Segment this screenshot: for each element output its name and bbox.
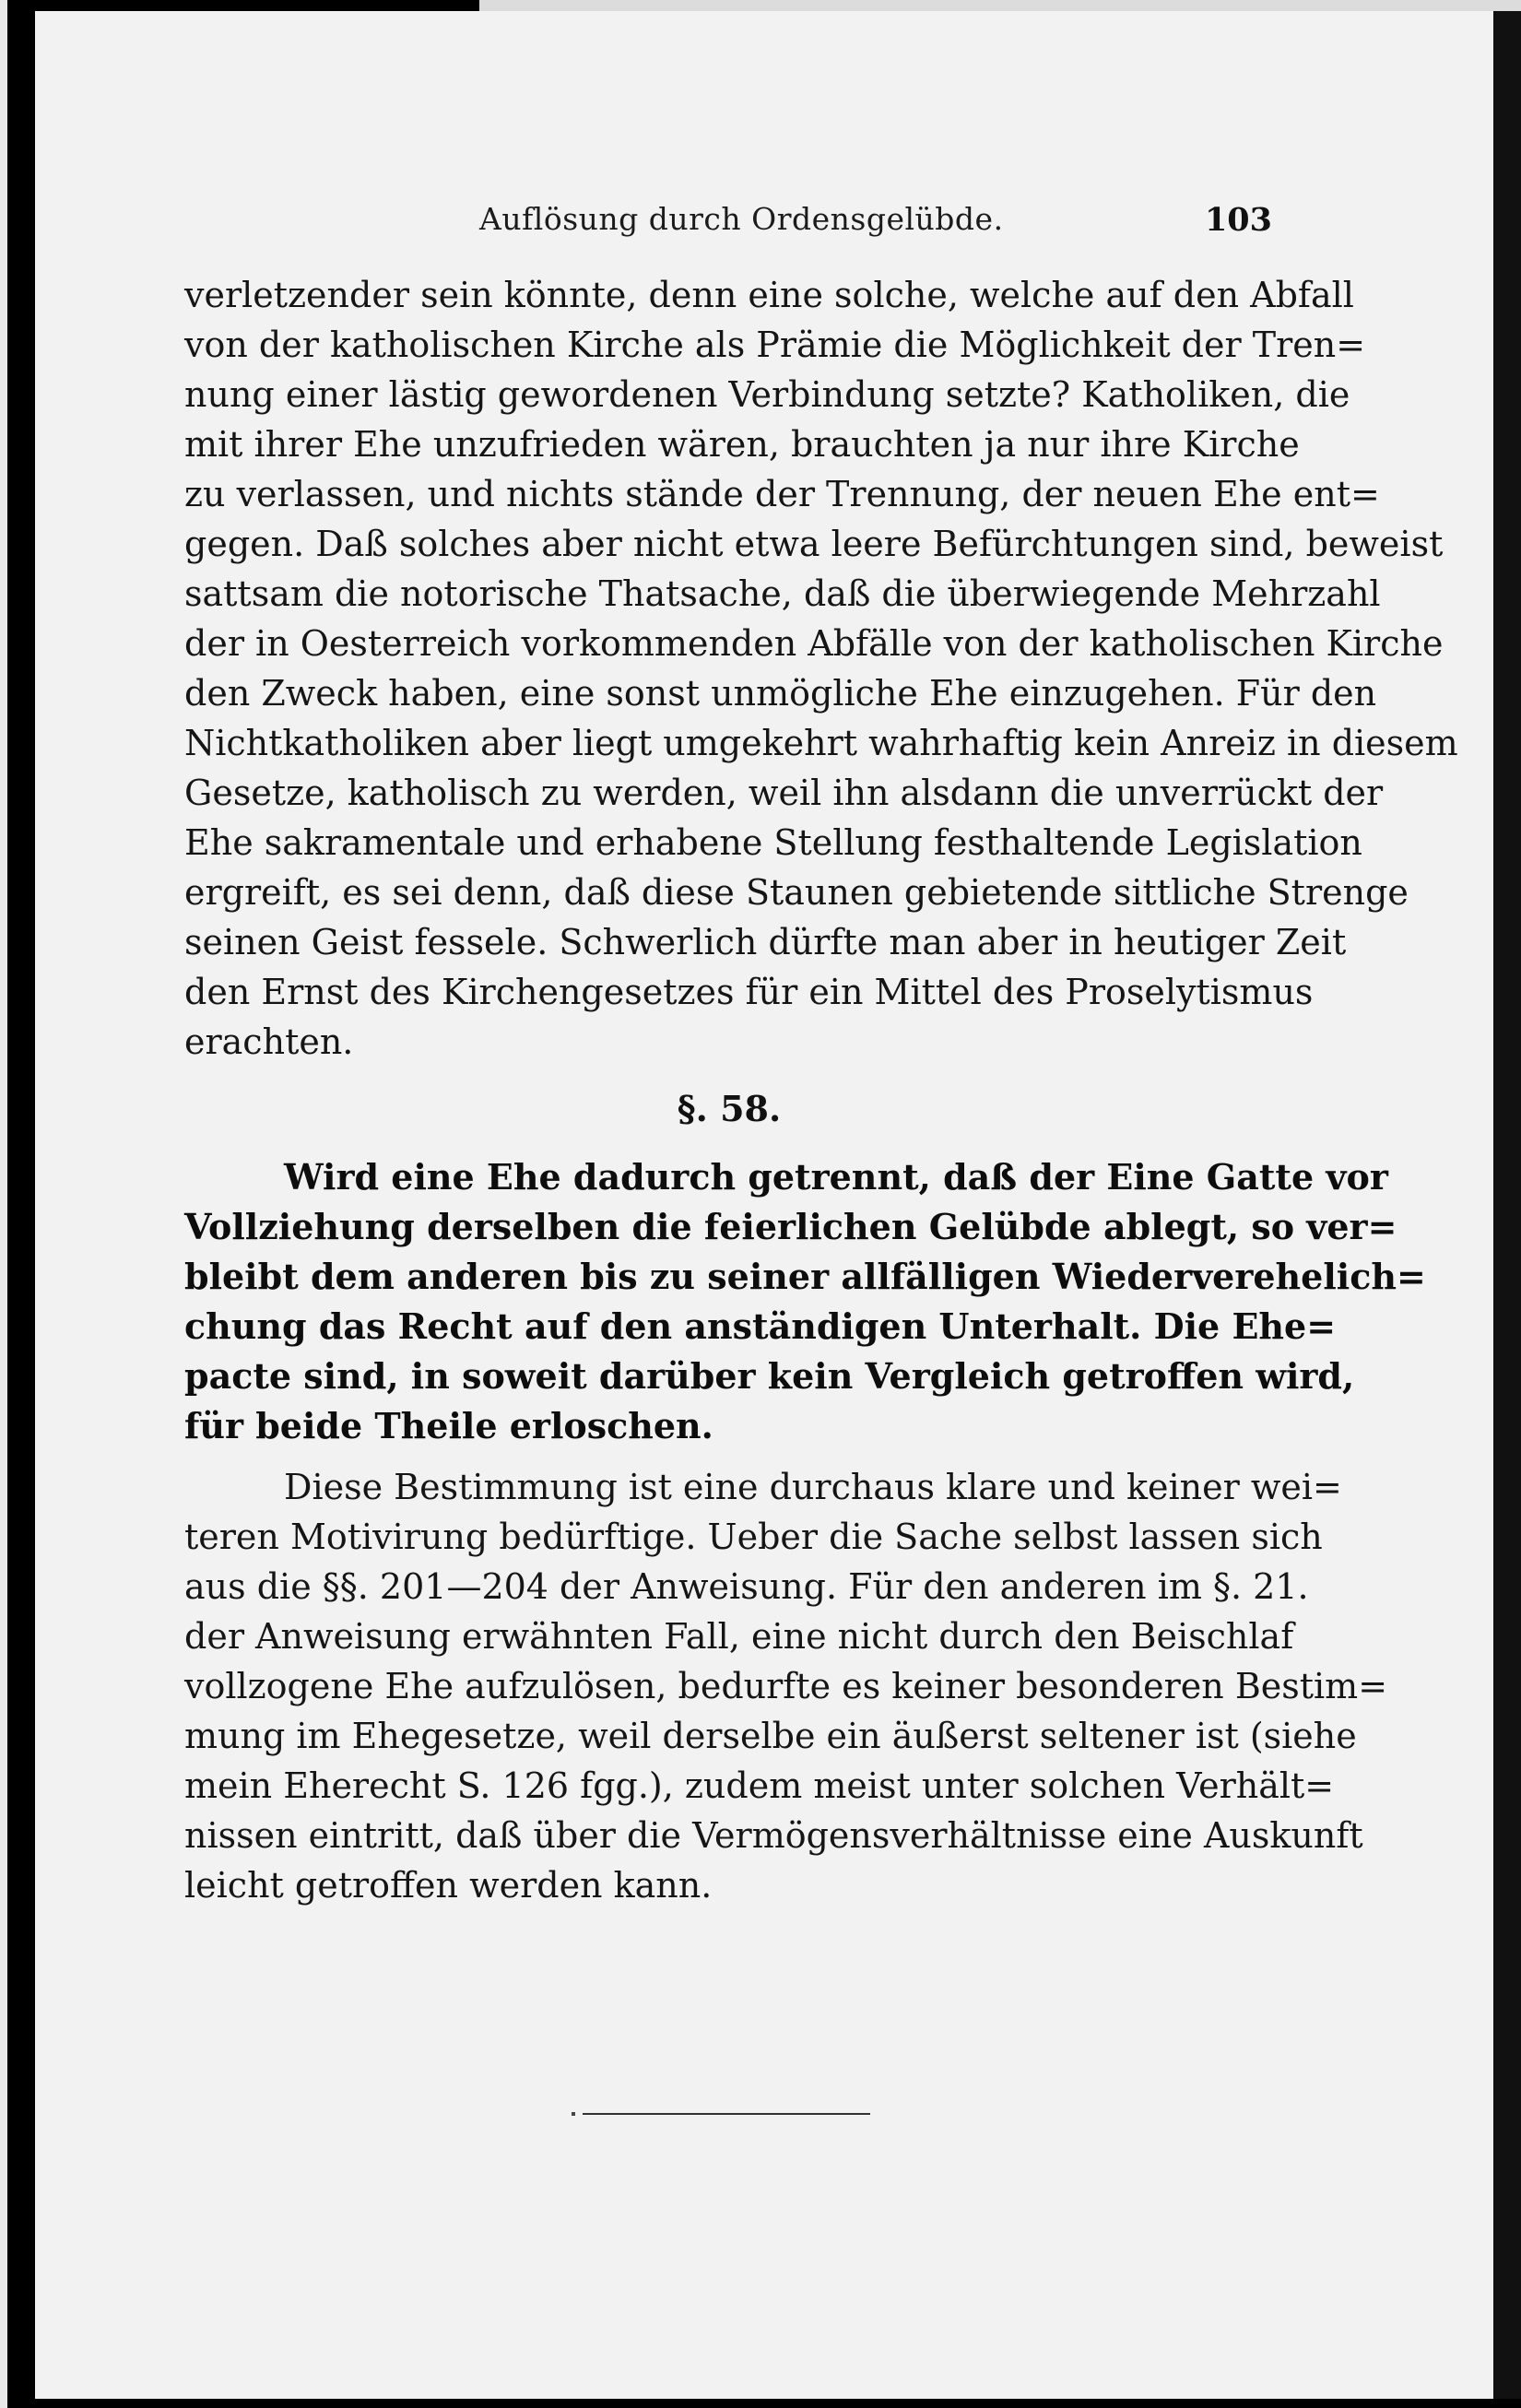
scan-top-margin: [479, 0, 1521, 11]
commentary-paragraph: [184, 1462, 1388, 1910]
text-line: Gesetze, katholisch zu werden, weil ihn alsdann die unverrückt der: [184, 773, 1384, 813]
text-line: den Ernst des Kirchengesetzes für ein Mittel des Proselytismus: [184, 972, 1314, 1012]
text-line: aus die §§. 201—204 der Anweisung. Für den anderen im §. 21.: [184, 1566, 1309, 1607]
text-line: verletzender sein könnte, denn eine solche, welche auf den Abfall: [184, 275, 1354, 315]
text-line: Nichtkatholiken aber liegt umgekehrt wahrhaftig kein Anreiz in diesem: [184, 723, 1458, 763]
text-line: Ehe sakramentale und erhabene Stellung festhaltende Legislation: [184, 822, 1362, 863]
text-line: von der katholischen Kirche als Prämie die Möglichkeit der Tren=: [184, 325, 1366, 365]
page-number: 103: [1204, 201, 1272, 239]
text-line: mit ihrer Ehe unzufrieden wären, brauchten ja nur ihre Kirche: [184, 424, 1300, 465]
adjacent-page-edge: [0, 0, 7, 2408]
text-line: ergreift, es sei denn, daß diese Staunen gebietende sittliche Strenge: [184, 872, 1409, 913]
text-line: zu verlassen, und nichts stände der Trennung, der neuen Ehe ent=: [184, 474, 1380, 514]
text-line: mein Eherecht S. 126 fgg.), zudem meist unter solchen Verhält=: [184, 1765, 1335, 1806]
page-right-border: [1493, 11, 1521, 2399]
text-line: seinen Geist fessele. Schwerlich dürfte man aber in heutiger Zeit: [184, 922, 1347, 962]
end-rule: [583, 2113, 870, 2115]
text-line: mung im Ehegesetze, weil derselbe ein äußerst seltener ist (siehe: [184, 1716, 1357, 1756]
text-line: Diese Bestimmung ist eine durchaus klare und keiner wei=: [284, 1467, 1342, 1507]
text-line: gegen. Daß solches aber nicht etwa leere Befürchtungen sind, beweist: [184, 524, 1444, 564]
text-line: den Zweck haben, eine sonst unmögliche Ehe einzugehen. Für den: [184, 673, 1377, 714]
page-header: [184, 201, 1272, 247]
text-line: der in Oesterreich vorkommenden Abfälle von der katholischen Kirche: [184, 623, 1444, 664]
text-line: teren Motivirung bedürftige. Ueber die Sache selbst lassen sich: [184, 1517, 1323, 1557]
statement-line: Wird eine Ehe dadurch getrennt, daß der Eine Gatte vor: [284, 1156, 1388, 1198]
section-heading: §. 58.: [677, 1088, 782, 1129]
statement-line: bleibt dem anderen bis zu seiner allfälligen Wiederverehelich=: [184, 1256, 1426, 1297]
text-line: erachten.: [184, 1021, 354, 1062]
statement-line: pacte sind, in soweit darüber kein Vergleich getroffen wird,: [184, 1355, 1355, 1397]
paragraph-continued: [184, 270, 1458, 1067]
text-line: nung einer lästig gewordenen Verbindung setzte? Katholiken, die: [184, 374, 1350, 415]
statement-line: Vollziehung derselben die feierlichen Gelübde ablegt, so ver=: [184, 1206, 1397, 1247]
section-statement: [184, 1152, 1426, 1451]
text-line: vollzogene Ehe aufzulösen, bedurfte es keiner besonderen Bestim=: [184, 1666, 1388, 1706]
text-line: leicht getroffen werden kann.: [184, 1865, 713, 1906]
statement-line: für beide Theile erloschen.: [184, 1405, 713, 1446]
end-rule-dot: [572, 2112, 575, 2116]
running-title: Auflösung durch Ordensgelübde.: [479, 201, 1004, 237]
text-line: nissen eintritt, daß über die Vermögensverhältnisse eine Auskunft: [184, 1815, 1363, 1856]
text-line: der Anweisung erwähnten Fall, eine nicht durch den Beischlaf: [184, 1616, 1294, 1657]
statement-line: chung das Recht auf den anständigen Unterhalt. Die Ehe=: [184, 1305, 1337, 1347]
text-line: sattsam die notorische Thatsache, daß die überwiegende Mehrzahl: [184, 573, 1381, 614]
